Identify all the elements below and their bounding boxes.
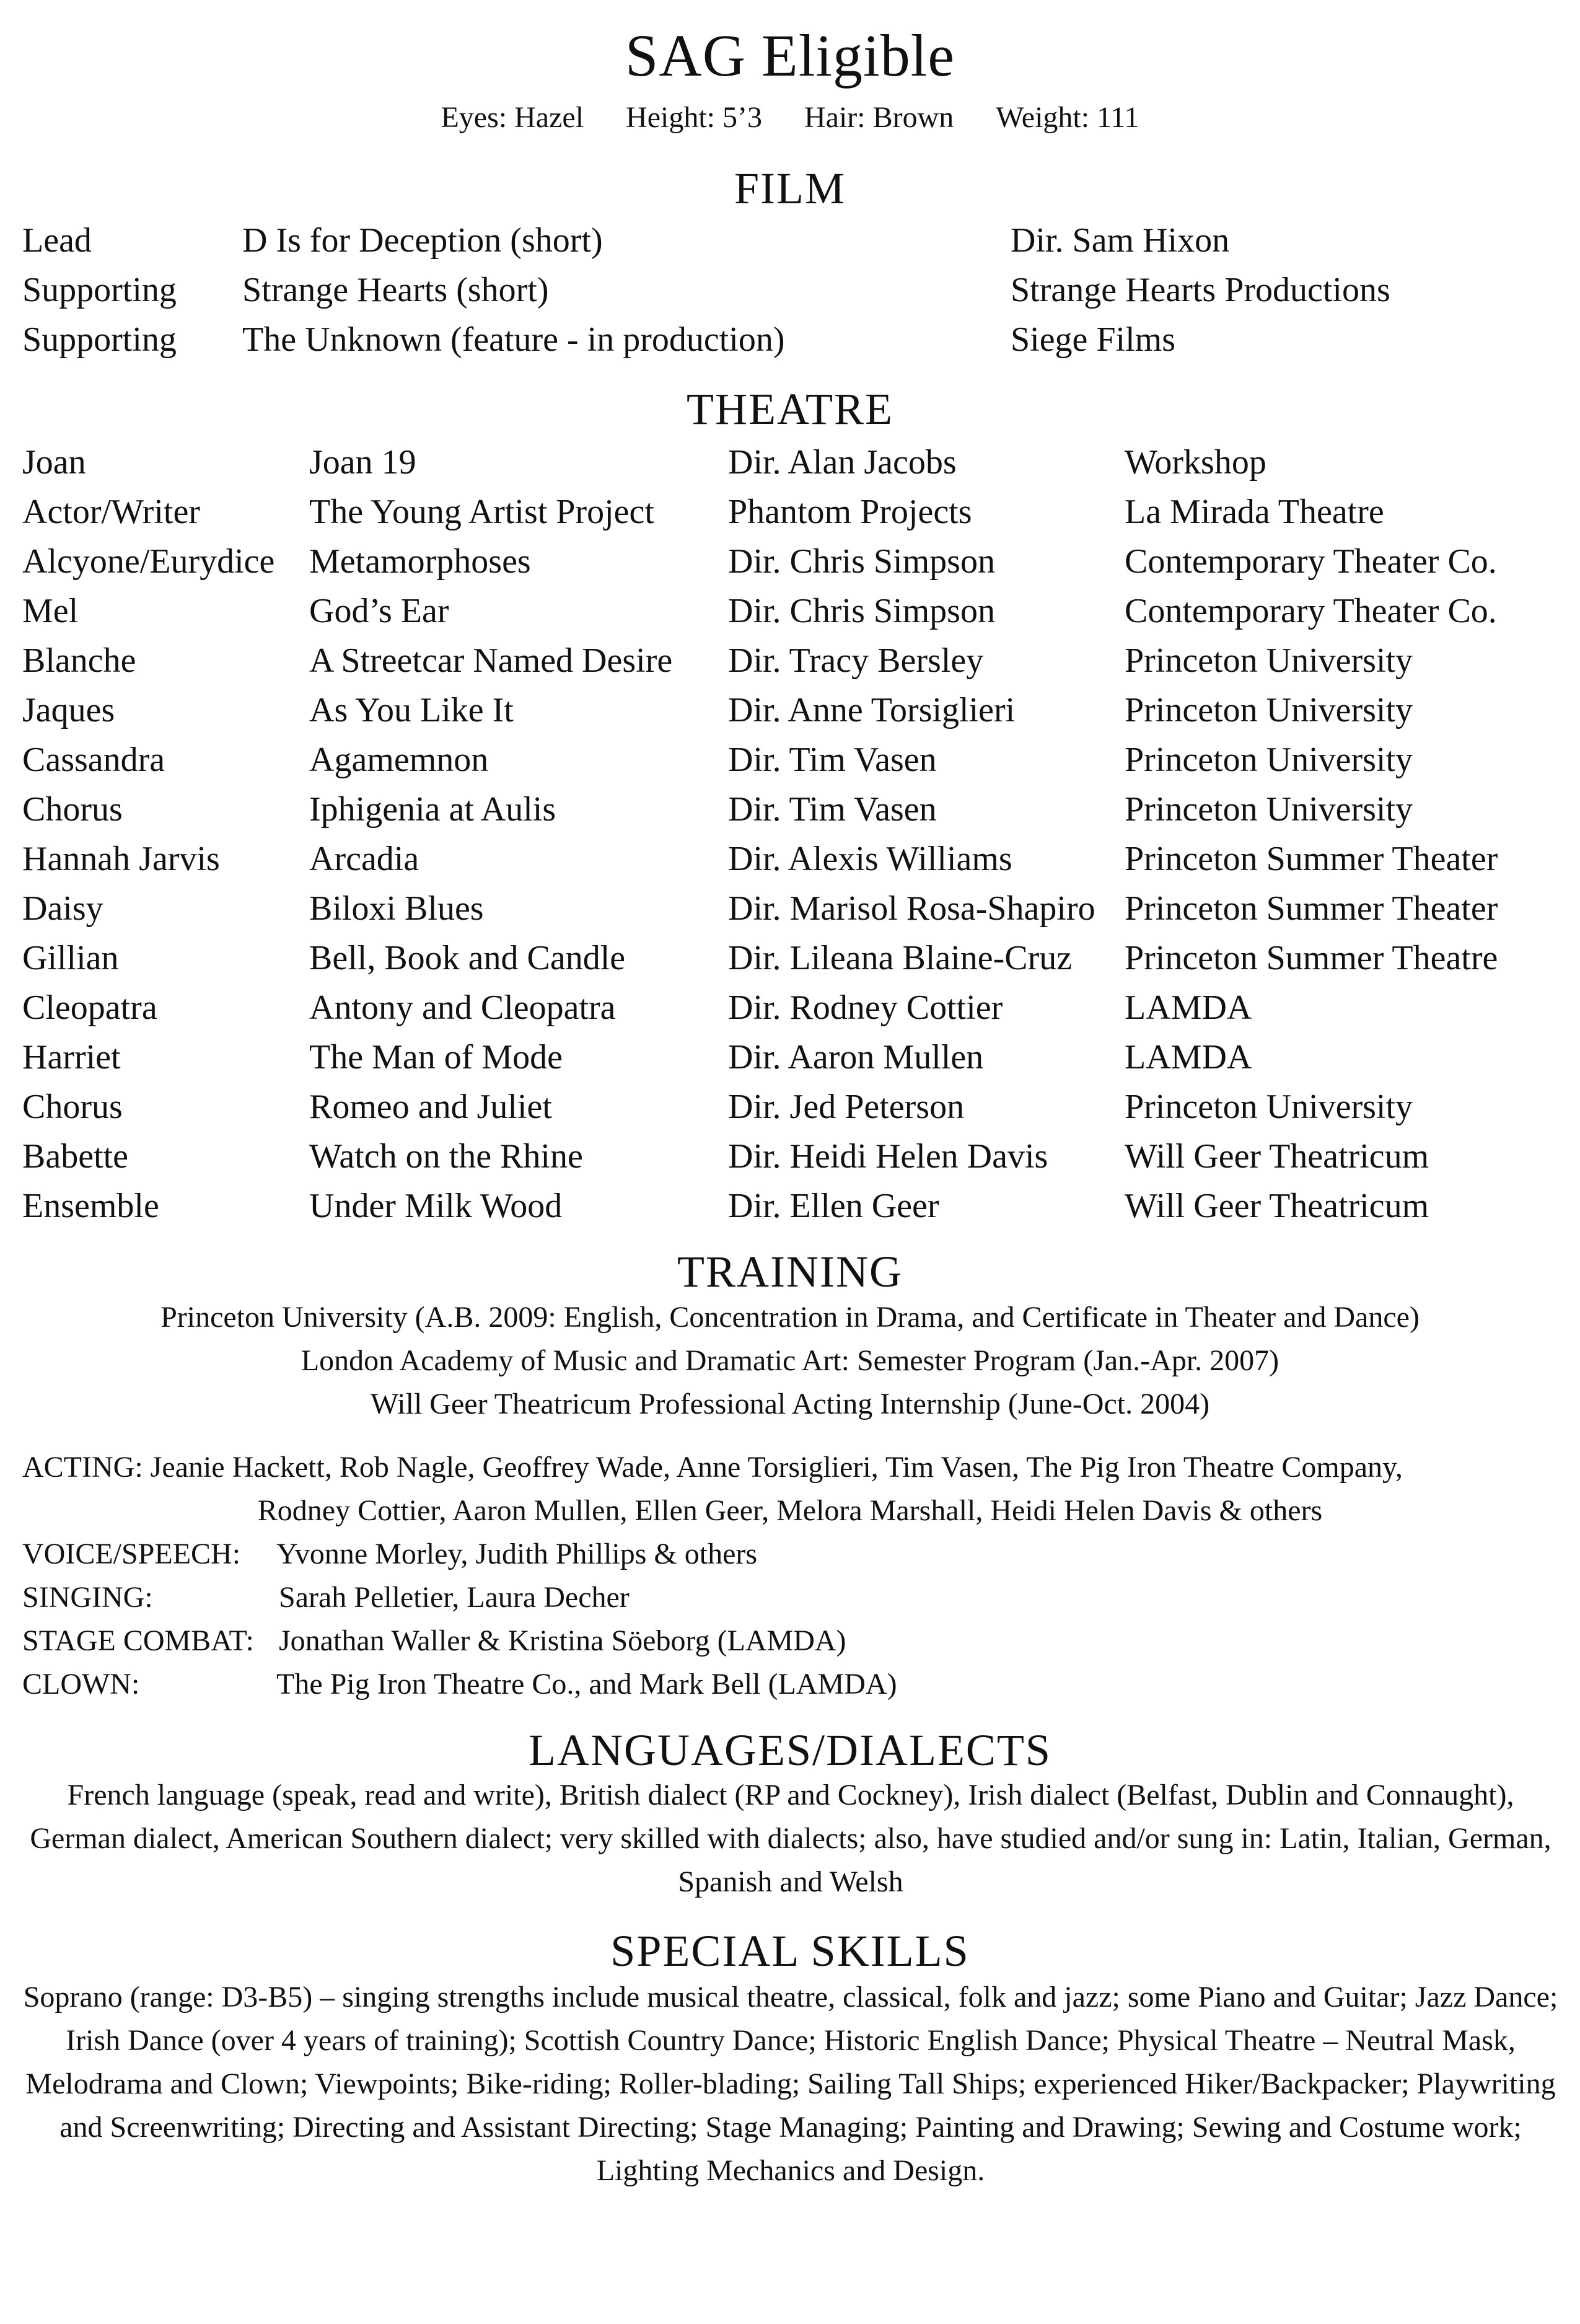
theatre-row — [22, 438, 1559, 487]
theatre-row — [22, 1032, 1559, 1082]
theatre-role: Mel — [22, 592, 79, 630]
theatre-row — [22, 983, 1559, 1032]
theatre-venue: Contemporary Theater Co. — [1125, 592, 1497, 630]
height-stat: Height: 5’3 — [626, 101, 762, 134]
film-company: Siege Films — [1011, 320, 1176, 359]
theatre-venue: Workshop — [1125, 443, 1266, 482]
theatre-row — [22, 834, 1559, 884]
theatre-row — [22, 1082, 1559, 1132]
languages-text: French language (speak, read and write), British dialect (RP and Cockney), Irish dialect (Belfast, Dublin and Connaught), German dialect, American Southern dialect; very skilled with dialects; also, have studied and/or sung in: Latin, Italian, German, Spanish and Welsh — [30, 1779, 1551, 1898]
theatre-director: Dir. Alan Jacobs — [728, 443, 957, 482]
teacher-label: SINGING: — [22, 1581, 153, 1614]
theatre-role: Jaques — [22, 691, 115, 729]
film-role: Supporting — [22, 320, 177, 359]
theatre-venue: Will Geer Theatricum — [1125, 1187, 1429, 1225]
theatre-play: As You Like It — [309, 691, 514, 729]
theatre-play: Iphigenia at Aulis — [309, 790, 556, 829]
theatre-director: Phantom Projects — [728, 493, 972, 531]
theatre-director: Dir. Ellen Geer — [728, 1187, 939, 1225]
school-line: London Academy of Music and Dramatic Art: Semester Program (Jan.-Apr. 2007) — [301, 1344, 1279, 1377]
theatre-director: Dir. Tim Vasen — [728, 790, 937, 829]
film-row — [22, 216, 1559, 265]
theatre-venue: Princeton University — [1125, 741, 1413, 779]
film-role: Lead — [22, 221, 92, 260]
theatre-role: Chorus — [22, 790, 123, 829]
theatre-director: Dir. Anne Torsiglieri — [728, 691, 1016, 729]
theatre-director: Dir. Rodney Cottier — [728, 988, 1003, 1027]
film-role: Supporting — [22, 271, 177, 309]
theatre-venue: Princeton University — [1125, 641, 1413, 680]
physical-stats — [0, 99, 1580, 136]
theatre-row — [22, 537, 1559, 586]
film-title: Strange Hearts (short) — [242, 271, 549, 309]
theatre-role: Gillian — [22, 939, 119, 977]
theatre-director: Dir. Jed Peterson — [728, 1088, 965, 1126]
theatre-director: Dir. Tracy Bersley — [728, 641, 984, 680]
theatre-row — [22, 735, 1559, 785]
theatre-row — [22, 586, 1559, 636]
theatre-role: Babette — [22, 1137, 129, 1176]
theatre-venue: LAMDA — [1125, 1038, 1252, 1076]
acting-teachers-continued: Rodney Cottier, Aaron Mullen, Ellen Geer, Melora Marshall, Heidi Helen Davis & others — [257, 1494, 1323, 1527]
theatre-play: The Young Artist Project — [309, 493, 654, 531]
page-title: SAG Eligible — [625, 22, 955, 89]
theatre-director: Dir. Aaron Mullen — [728, 1038, 984, 1076]
theatre-play: Bell, Book and Candle — [309, 939, 626, 977]
skills-text: Soprano (range: D3-B5) – singing strengths include musical theatre, classical, folk and jazz; some Piano and Guitar; Jazz Dance; Irish Dance (over 4 years of training); Scottish Country Dance; Historic English Dance; Physical Theatre – Neutral Mask, Melodrama and Clown; Viewpoints; Bike-riding; Roller-blading; Sailing Tall Ships; experienced Hiker/Backpacker; Playwriting and Screenwriting; Directing and Assistant Directing; Stage Managing; Painting and Drawing; Sewing and Costume work; Lighting Mechanics and Design. — [23, 1981, 1558, 2187]
theatre-director: Dir. Lileana Blaine-Cruz — [728, 939, 1073, 977]
hair-stat: Hair: Brown — [804, 101, 954, 134]
school-line: Will Geer Theatricum Professional Acting Internship (June-Oct. 2004) — [370, 1388, 1210, 1420]
teacher-names: Yvonne Morley, Judith Phillips & others — [276, 1538, 758, 1570]
film-company: Strange Hearts Productions — [1011, 271, 1390, 309]
theatre-play: God’s Ear — [309, 592, 449, 630]
eyes-stat: Eyes: Hazel — [441, 101, 584, 134]
theatre-play: The Man of Mode — [309, 1038, 563, 1076]
theatre-row — [22, 685, 1559, 735]
film-heading: FILM — [734, 164, 846, 213]
skills-heading: SPECIAL SKILLS — [610, 1926, 970, 1976]
theatre-director: Dir. Tim Vasen — [728, 741, 937, 779]
theatre-play: Antony and Cleopatra — [309, 988, 616, 1027]
theatre-row — [22, 785, 1559, 834]
theatre-row — [22, 933, 1559, 983]
film-title: D Is for Deception (short) — [242, 221, 603, 260]
theatre-venue: Princeton University — [1125, 790, 1413, 829]
teacher-names: Jonathan Waller & Kristina Söeborg (LAMDA) — [279, 1624, 846, 1657]
theatre-role: Alcyone/Eurydice — [22, 542, 275, 581]
theatre-play: A Streetcar Named Desire — [309, 641, 673, 680]
theatre-heading: THEATRE — [687, 384, 893, 434]
theatre-role: Cassandra — [22, 741, 165, 779]
theatre-director: Dir. Alexis Williams — [728, 840, 1012, 878]
theatre-role: Harriet — [22, 1038, 121, 1076]
theatre-row — [22, 1132, 1559, 1181]
training-heading: TRAINING — [677, 1247, 903, 1296]
theatre-venue: Princeton Summer Theatre — [1125, 939, 1498, 977]
theatre-row — [22, 1181, 1559, 1231]
theatre-role: Joan — [22, 443, 86, 482]
school-line: Princeton University (A.B. 2009: English, Concentration in Drama, and Certificate in Theater and Dance) — [160, 1301, 1420, 1334]
theatre-play: Watch on the Rhine — [309, 1137, 583, 1176]
theatre-venue: Princeton Summer Theater — [1125, 889, 1498, 928]
theatre-venue: La Mirada Theatre — [1125, 493, 1384, 531]
theatre-row — [22, 487, 1559, 537]
theatre-venue: Will Geer Theatricum — [1125, 1137, 1429, 1176]
theatre-row — [22, 636, 1559, 685]
teacher-names: The Pig Iron Theatre Co., and Mark Bell (LAMDA) — [276, 1668, 897, 1701]
theatre-director: Dir. Heidi Helen Davis — [728, 1137, 1048, 1176]
theatre-venue: Princeton Summer Theater — [1125, 840, 1498, 878]
teacher-label: STAGE COMBAT: — [22, 1624, 254, 1657]
theatre-director: Dir. Marisol Rosa-Shapiro — [728, 889, 1095, 928]
theatre-venue: Princeton University — [1125, 1088, 1413, 1126]
teacher-label: VOICE/SPEECH: — [22, 1538, 241, 1570]
theatre-venue: Princeton University — [1125, 691, 1413, 729]
theatre-director: Dir. Chris Simpson — [728, 592, 995, 630]
theatre-role: Cleopatra — [22, 988, 157, 1027]
weight-stat: Weight: 111 — [996, 101, 1139, 134]
teacher-names: Sarah Pelletier, Laura Decher — [279, 1581, 630, 1614]
theatre-play: Joan 19 — [309, 443, 416, 482]
theatre-role: Chorus — [22, 1088, 123, 1126]
theatre-role: Ensemble — [22, 1187, 159, 1225]
theatre-play: Biloxi Blues — [309, 889, 484, 928]
theatre-role: Blanche — [22, 641, 136, 680]
film-row — [22, 265, 1559, 315]
teacher-label: CLOWN: — [22, 1668, 140, 1701]
acting-teachers-line: ACTING: Jeanie Hackett, Rob Nagle, Geoffrey Wade, Anne Torsiglieri, Tim Vasen, The Pig Iron Theatre Company, — [22, 1451, 1403, 1484]
theatre-director: Dir. Chris Simpson — [728, 542, 995, 581]
theatre-venue: LAMDA — [1125, 988, 1252, 1027]
film-title: The Unknown (feature - in production) — [242, 320, 785, 359]
theatre-venue: Contemporary Theater Co. — [1125, 542, 1497, 581]
theatre-play: Metamorphoses — [309, 542, 531, 581]
theatre-role: Actor/Writer — [22, 493, 200, 531]
theatre-play: Romeo and Juliet — [309, 1088, 552, 1126]
theatre-role: Daisy — [22, 889, 103, 928]
theatre-play: Agamemnon — [309, 741, 489, 779]
theatre-row — [22, 884, 1559, 933]
film-row — [22, 315, 1559, 364]
film-company: Dir. Sam Hixon — [1011, 221, 1230, 260]
theatre-play: Under Milk Wood — [309, 1187, 563, 1225]
languages-heading: LANGUAGES/DIALECTS — [529, 1725, 1051, 1775]
theatre-role: Hannah Jarvis — [22, 840, 220, 878]
theatre-play: Arcadia — [309, 840, 419, 878]
